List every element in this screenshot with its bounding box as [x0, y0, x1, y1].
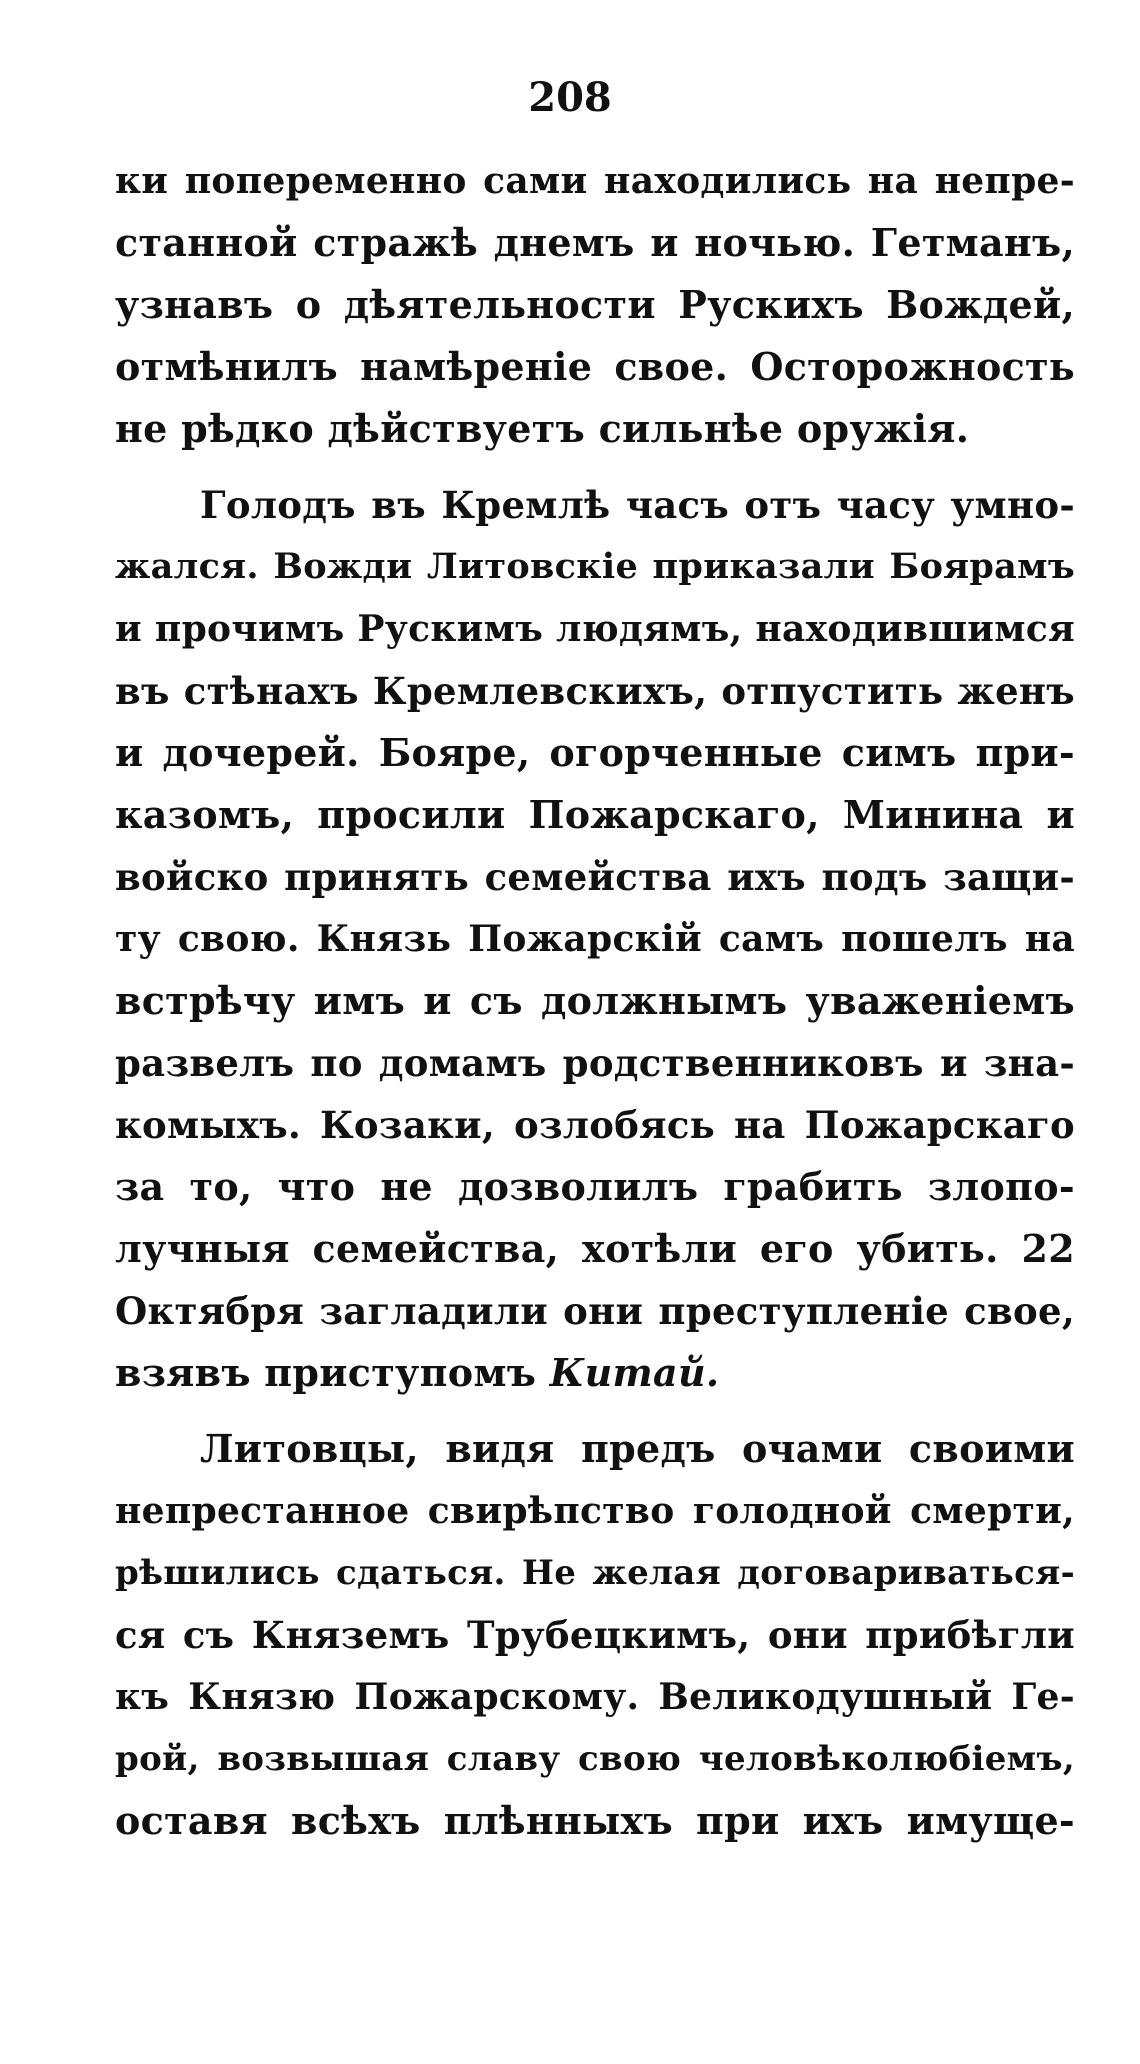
text-line: узнавъ о дѣятельности Рускихъ Вождей, [115, 282, 1075, 327]
text-line: непрестанное свирѣпство голодной смерти, [115, 1490, 1075, 1532]
text-line: не рѣдко дѣйствуетъ сильнѣе оружія. [115, 406, 970, 451]
text-line [115, 1342, 1075, 1404]
body-text [115, 150, 1075, 1852]
text-line: станной стражѣ днемъ и ночью. Гетманъ, [115, 220, 1075, 265]
text-line: ки попеременно сами находились на непре- [115, 160, 1075, 202]
paragraph-2 [115, 474, 1075, 1404]
italic-word: Китай. [549, 1350, 720, 1395]
text-line: казомъ, просили Пожарскаго, Минина и [115, 792, 1075, 837]
text-line: войско принять семейства ихъ подъ защи- [115, 855, 1075, 899]
text-line: въ стѣнахъ Кремлевскихъ, отпустить женъ [115, 669, 1075, 713]
text-line: за то, что не дозволилъ грабить злопо- [115, 1164, 1075, 1209]
text-line: Голодъ въ Кремлѣ часъ отъ часу умно- [200, 483, 1075, 527]
text-line: оставя всѣхъ плѣнныхъ при ихъ имуще- [115, 1798, 1075, 1843]
text-line: Литовцы, видя предъ очами своими [200, 1426, 1075, 1471]
text-line: комыхъ. Козаки, озлобясь на Пожарскаго [115, 1103, 1075, 1147]
text-line: рѣшились сдаться. Не желая договариваться- [115, 1553, 1075, 1593]
paragraph-1 [115, 150, 1075, 460]
text-line: жался. Вожди Литовскіе приказали Боярамъ [115, 546, 1075, 587]
text-line: ся съ Княземъ Трубецкимъ, они прибѣгли [115, 1613, 1075, 1657]
text-line: и дочерей. Бояре, огорченные симъ при- [115, 730, 1075, 775]
text-span: взявъ приступомъ [115, 1350, 537, 1395]
page-number: 208 [528, 74, 612, 121]
text-line: развелъ по домамъ родственниковъ и зна- [115, 1041, 1075, 1085]
paragraph-3 [115, 1418, 1075, 1852]
text-line: и прочимъ Рускимъ людямъ, находившимся [115, 608, 1075, 650]
text-line: отмѣнилъ намѣреніе свое. Осторожность [115, 344, 1075, 389]
text-line: къ Князю Пожарскому. Великодушный Ге- [115, 1676, 1075, 1718]
text-line: Октября загладили они преступленіе свое, [115, 1289, 1075, 1333]
text-line: рой, возвышая славу свою человѣколюбіемъ, [115, 1739, 1075, 1779]
text-line: лучныя семейства, хотѣли его убить. 22 [115, 1226, 1075, 1271]
text-line: встрѣчу имъ и съ должнымъ уваженіемъ [115, 978, 1075, 1023]
text-line: ту свою. Князь Пожарскій самъ пошелъ на [115, 918, 1075, 960]
